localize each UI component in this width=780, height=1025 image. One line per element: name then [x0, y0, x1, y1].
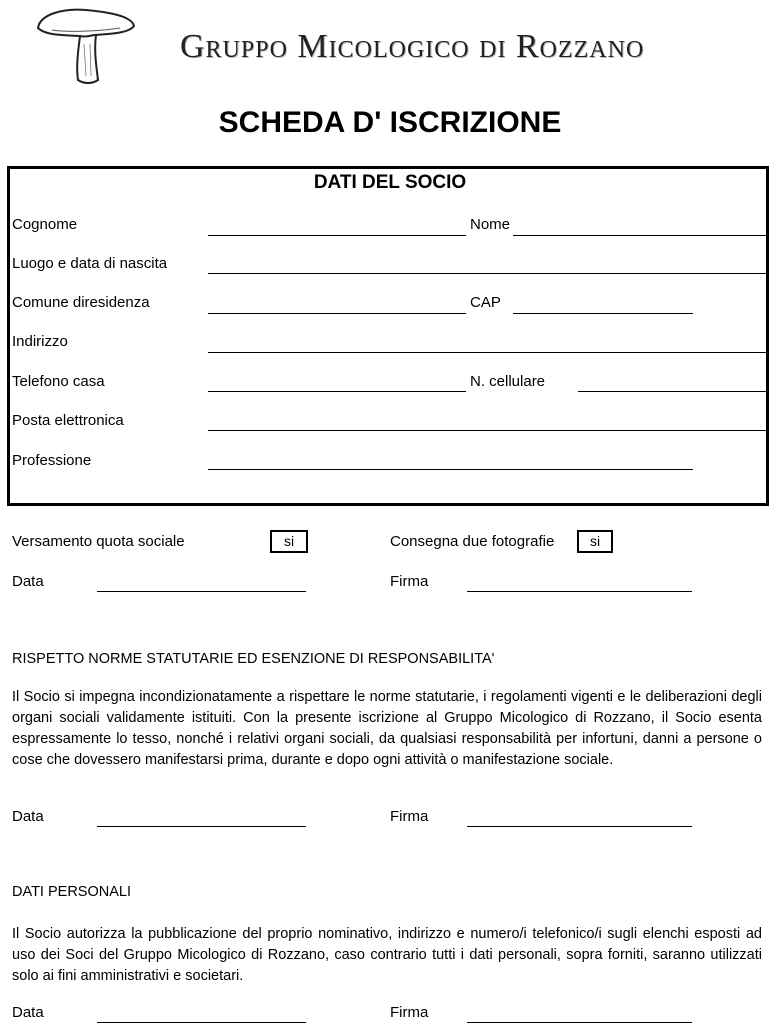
nome-field[interactable]	[513, 235, 768, 236]
data-field[interactable]	[97, 826, 306, 827]
personal-data-text: Il Socio autorizza la pubblicazione del proprio nominativo, indirizzo e numero/i telefonico/i sugli elenchi esposti ad uso dei Soci del Gruppo Micologico di Rozzano, caso contrario tutti i dati personali, sopra forniti, saranno utilizzati solo ai fini amministrativi e societari.	[12, 926, 762, 984]
indirizzo-field[interactable]	[208, 352, 768, 353]
comune-field[interactable]	[208, 313, 466, 314]
email-label: Posta elettronica	[12, 412, 124, 429]
mushroom-logo-icon	[34, 4, 138, 86]
indirizzo-label: Indirizzo	[12, 333, 68, 350]
fotografie-checkbox[interactable]: si	[577, 530, 613, 553]
birth-place-date-field[interactable]	[208, 273, 768, 274]
organization-name: Gruppo Micologico di Rozzano	[180, 28, 645, 65]
firma-field[interactable]	[467, 591, 692, 592]
data-field[interactable]	[97, 1022, 306, 1023]
cellulare-label: N. cellulare	[470, 373, 546, 390]
cap-field[interactable]	[513, 313, 693, 314]
telefono-label: Telefono casa	[12, 373, 105, 390]
cellulare-field[interactable]	[578, 391, 768, 392]
email-field[interactable]	[208, 430, 768, 431]
data-field[interactable]	[97, 591, 306, 592]
member-section-title: DATI DEL SOCIO	[313, 172, 467, 193]
firma-field[interactable]	[467, 826, 692, 827]
member-data-box	[7, 166, 769, 506]
comune-label: Comune diresidenza	[12, 294, 150, 311]
firma-label: Firma	[390, 808, 429, 825]
cap-label: CAP	[470, 294, 501, 311]
cognome-label: Cognome	[12, 216, 78, 233]
responsibility-text: Il Socio si impegna incondizionatamente a rispettare le norme statutarie, i regolamenti vigenti e le deliberazioni degli organi sociali validamente istituiti. Con la presente iscrizione al Gruppo Micologico di Rozzano, il Socio esenta espressamente lo tesso, nonché i relativi organi sociali, da qualsiasi responsabilità per infortuni, danni a persone o cose che dovessero manifestarsi prima, durante e dopo ogni attività o manifestazione sociale.	[12, 689, 762, 768]
fotografie-label: Consegna due fotografie	[390, 533, 555, 550]
personal-data-heading: DATI PERSONALI	[12, 884, 131, 900]
data-label: Data	[12, 808, 44, 825]
versamento-checkbox[interactable]: si	[270, 530, 308, 553]
responsibility-heading: RISPETTO NORME STATUTARIE ED ESENZIONE DI RESPONSABILITA'	[12, 651, 495, 667]
data-label: Data	[12, 573, 44, 590]
birth-place-date-label: Luogo e data di nascita	[12, 255, 168, 272]
firma-label: Firma	[390, 1004, 429, 1021]
page-title: SCHEDA D' ISCRIZIONE	[218, 106, 562, 139]
data-label: Data	[12, 1004, 44, 1021]
telefono-field[interactable]	[208, 391, 466, 392]
versamento-label: Versamento quota sociale	[12, 533, 185, 550]
firma-field[interactable]	[467, 1022, 692, 1023]
professione-label: Professione	[12, 452, 92, 469]
professione-field[interactable]	[208, 469, 693, 470]
cognome-field[interactable]	[208, 235, 466, 236]
nome-label: Nome	[470, 216, 511, 233]
firma-label: Firma	[390, 573, 429, 590]
